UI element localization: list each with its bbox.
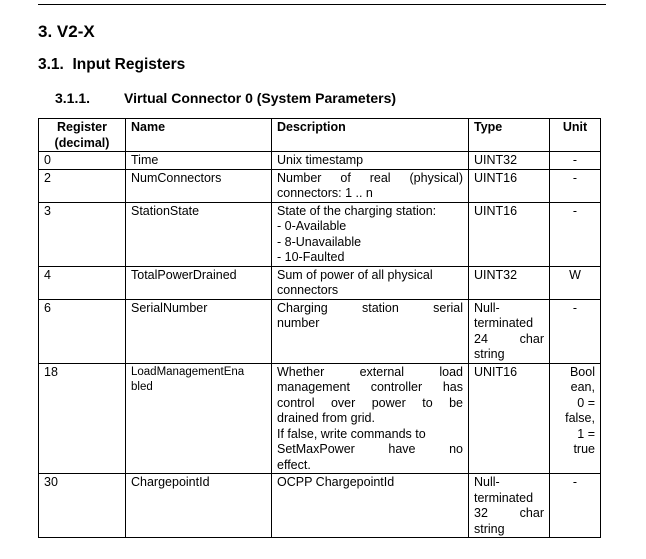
- name-cell: StationState: [126, 202, 272, 266]
- type-cell: UINT32: [469, 152, 550, 170]
- register-cell: 30: [39, 474, 126, 538]
- header-description: Description: [272, 119, 469, 152]
- type-cell: Null- terminated 32 char string: [469, 474, 550, 538]
- section-heading: [38, 22, 95, 42]
- section-number: 3.: [38, 22, 53, 41]
- unit-cell: W: [550, 266, 601, 299]
- description-cell: Sum of power of all physical connectors: [272, 266, 469, 299]
- header-name: Name: [126, 119, 272, 152]
- table-row: [39, 152, 601, 170]
- header-type: Type: [469, 119, 550, 152]
- type-cell: Null- terminated 24 char string: [469, 299, 550, 363]
- subsubsection-title: Virtual Connector 0 (System Parameters): [124, 90, 397, 106]
- register-cell: 0: [39, 152, 126, 170]
- register-cell: 6: [39, 299, 126, 363]
- top-rule: [38, 4, 606, 5]
- description-cell: Unix timestamp: [272, 152, 469, 170]
- header-unit: Unit: [550, 119, 601, 152]
- table-row: [39, 169, 601, 202]
- name-cell: ChargepointId: [126, 474, 272, 538]
- header-register: Register (decimal): [39, 119, 126, 152]
- description-cell: Charging station serial number: [272, 299, 469, 363]
- unit-cell: -: [550, 152, 601, 170]
- register-cell: 3: [39, 202, 126, 266]
- subsection-title: Input Registers: [72, 56, 186, 73]
- subsubsection-number: 3.1.1.: [55, 90, 91, 106]
- name-cell: SerialNumber: [126, 299, 272, 363]
- subsection-number: 3.1.: [38, 56, 64, 73]
- unit-cell: Bool ean, 0 = false, 1 = true: [550, 363, 601, 474]
- name-cell: LoadManagementEna bled: [126, 363, 272, 474]
- type-cell: UINT16: [469, 202, 550, 266]
- type-cell: UINT16: [469, 169, 550, 202]
- name-cell: Time: [126, 152, 272, 170]
- table-row: [39, 363, 601, 474]
- input-registers-table: [38, 118, 601, 538]
- register-cell: 2: [39, 169, 126, 202]
- type-cell: UINT32: [469, 266, 550, 299]
- table-row: [39, 266, 601, 299]
- unit-cell: -: [550, 169, 601, 202]
- type-cell: UNIT16: [469, 363, 550, 474]
- section-title: V2-X: [56, 22, 95, 41]
- name-cell: TotalPowerDrained: [126, 266, 272, 299]
- register-cell: 4: [39, 266, 126, 299]
- table-row: [39, 474, 601, 538]
- table-row: [39, 202, 601, 266]
- description-cell: Number of real (physical) connectors: 1 .. n: [272, 169, 469, 202]
- unit-cell: -: [550, 299, 601, 363]
- name-cell: NumConnectors: [126, 169, 272, 202]
- description-cell: State of the charging station: - 0-Available - 8-Unavailable - 10-Faulted: [272, 202, 469, 266]
- unit-cell: -: [550, 202, 601, 266]
- description-cell: Whether external load management controller has control over power to be drained from grid. If false, write commands to SetMaxPower have no effect.: [272, 363, 469, 474]
- table-header-row: [39, 119, 601, 152]
- register-cell: 18: [39, 363, 126, 474]
- subsubsection-heading: [55, 90, 397, 106]
- subsection-heading: [38, 56, 185, 74]
- table-row: [39, 299, 601, 363]
- unit-cell: -: [550, 474, 601, 538]
- description-cell: OCPP ChargepointId: [272, 474, 469, 538]
